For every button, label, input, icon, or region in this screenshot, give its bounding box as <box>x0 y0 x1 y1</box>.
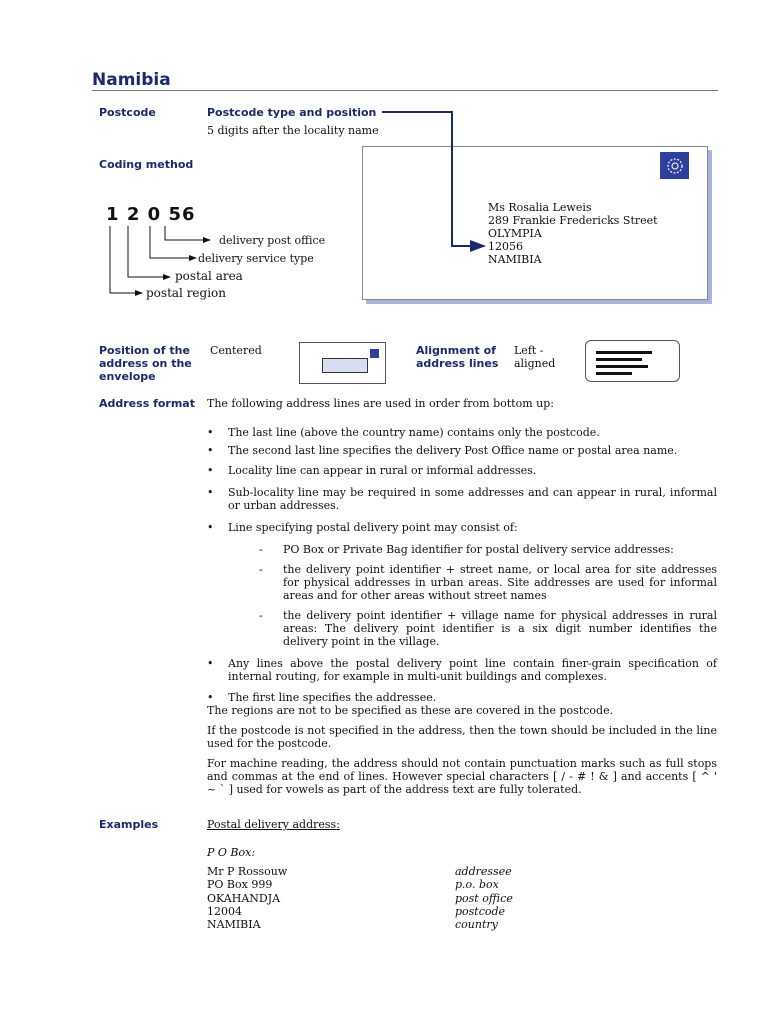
example-case-title: P O Box: <box>207 846 256 859</box>
example-line: PO Box 999 <box>207 878 273 891</box>
envelope-address-line: NAMIBIA <box>488 253 542 266</box>
postcode-digit: 56 <box>168 204 196 225</box>
list-item: - the delivery point identifier + village name for physical addresses in rural areas: The delivery point identifier is a six digit number identifies the delivery point in the village. <box>207 609 717 648</box>
mini-stamp-icon <box>370 349 379 358</box>
example-line: Mr P Rossouw <box>207 865 288 878</box>
position-value: Centered <box>210 344 262 357</box>
list-item: • Line specifying postal delivery point may consist of: <box>207 521 717 534</box>
alignment-bar <box>596 365 648 368</box>
legend-post-office: delivery post office <box>219 234 326 247</box>
postcode-digit: 2 <box>126 204 141 225</box>
address-format-list <box>207 426 717 704</box>
postcode-digit: 1 <box>106 204 120 225</box>
example-role: postcode <box>455 905 506 918</box>
list-item: - PO Box or Private Bag identifier for postal delivery service addresses: <box>207 543 717 556</box>
envelope-address-line: 12056 <box>488 240 523 253</box>
list-item: • The last line (above the country name) contains only the postcode. <box>207 426 717 439</box>
alignment-label: Alignment of address lines <box>416 344 499 370</box>
example-role: post office <box>455 892 513 905</box>
example-role: addressee <box>455 865 512 878</box>
examples-label: Examples <box>99 818 159 831</box>
machine-reading-note: For machine reading, the address should not contain punctuation marks such as full stops and commas at the end of lines. However special characters [ / - # ! & ] and accents [ ^ ' ~ ` ] used for vowels as part of the address text are fully tolerated. <box>207 757 717 796</box>
postcode-label: Postcode <box>99 106 156 119</box>
position-label: Position of the address on the envelope <box>99 344 192 383</box>
address-format-intro: The following address lines are used in order from bottom up: <box>207 397 554 410</box>
envelope-address-line: OLYMPIA <box>488 227 542 240</box>
mini-address-box <box>322 358 368 373</box>
legend-postal-region: postal region <box>146 286 227 300</box>
postcode-connector-arrow <box>370 106 495 262</box>
coding-method-label: Coding method <box>99 158 194 171</box>
alignment-bar <box>596 351 652 354</box>
alignment-bar <box>596 358 642 361</box>
list-item: - the delivery point identifier + street name, or local area for site addresses for physical addresses in urban areas. Site addresses are used for informal areas and for other areas without street names <box>207 563 717 602</box>
example-line: NAMIBIA <box>207 918 261 931</box>
list-item: • The second last line specifies the delivery Post Office name or postal area name. <box>207 444 717 457</box>
list-item: • Any lines above the postal delivery point line contain finer-grain specification of internal routing, for example in multi-unit buildings and complexes. <box>207 657 717 683</box>
postcode-type-heading: Postcode type and position <box>207 106 377 119</box>
left-aligned-envelope-icon <box>585 340 680 382</box>
alignment-value: Left - aligned <box>514 344 556 370</box>
stamp-icon <box>660 152 689 179</box>
legend-postal-area: postal area <box>175 269 243 283</box>
alignment-bar <box>596 372 632 375</box>
page-title: Namibia <box>92 70 171 90</box>
list-item: • Locality line can appear in rural or informal addresses. <box>207 464 717 477</box>
list-item: • Sub-locality line may be required in some addresses and can appear in rural, informal or urban addresses. <box>207 486 717 512</box>
title-divider <box>92 90 718 91</box>
examples-subtitle: Postal delivery address: <box>207 818 340 831</box>
example-role: country <box>455 918 498 931</box>
example-line: OKAHANDJA <box>207 892 281 905</box>
envelope-address <box>488 201 658 266</box>
postcode-type-text: 5 digits after the locality name <box>207 124 379 137</box>
envelope-address-line: Ms Rosalia Leweis <box>488 201 592 214</box>
address-format-label: Address format <box>99 397 195 410</box>
legend-service-type: delivery service type <box>198 252 314 265</box>
list-item: • The first line specifies the addressee. <box>207 691 717 704</box>
regions-note: The regions are not to be specified as these are covered in the postcode. <box>207 704 614 717</box>
example-role: p.o. box <box>455 878 499 891</box>
postcode-missing-note: If the postcode is not specified in the address, then the town should be included in the line used for the postcode. <box>207 724 717 750</box>
example-line: 12004 <box>207 905 242 918</box>
postcode-digit: 0 <box>147 204 162 225</box>
envelope-address-line: 289 Frankie Fredericks Street <box>488 214 658 227</box>
